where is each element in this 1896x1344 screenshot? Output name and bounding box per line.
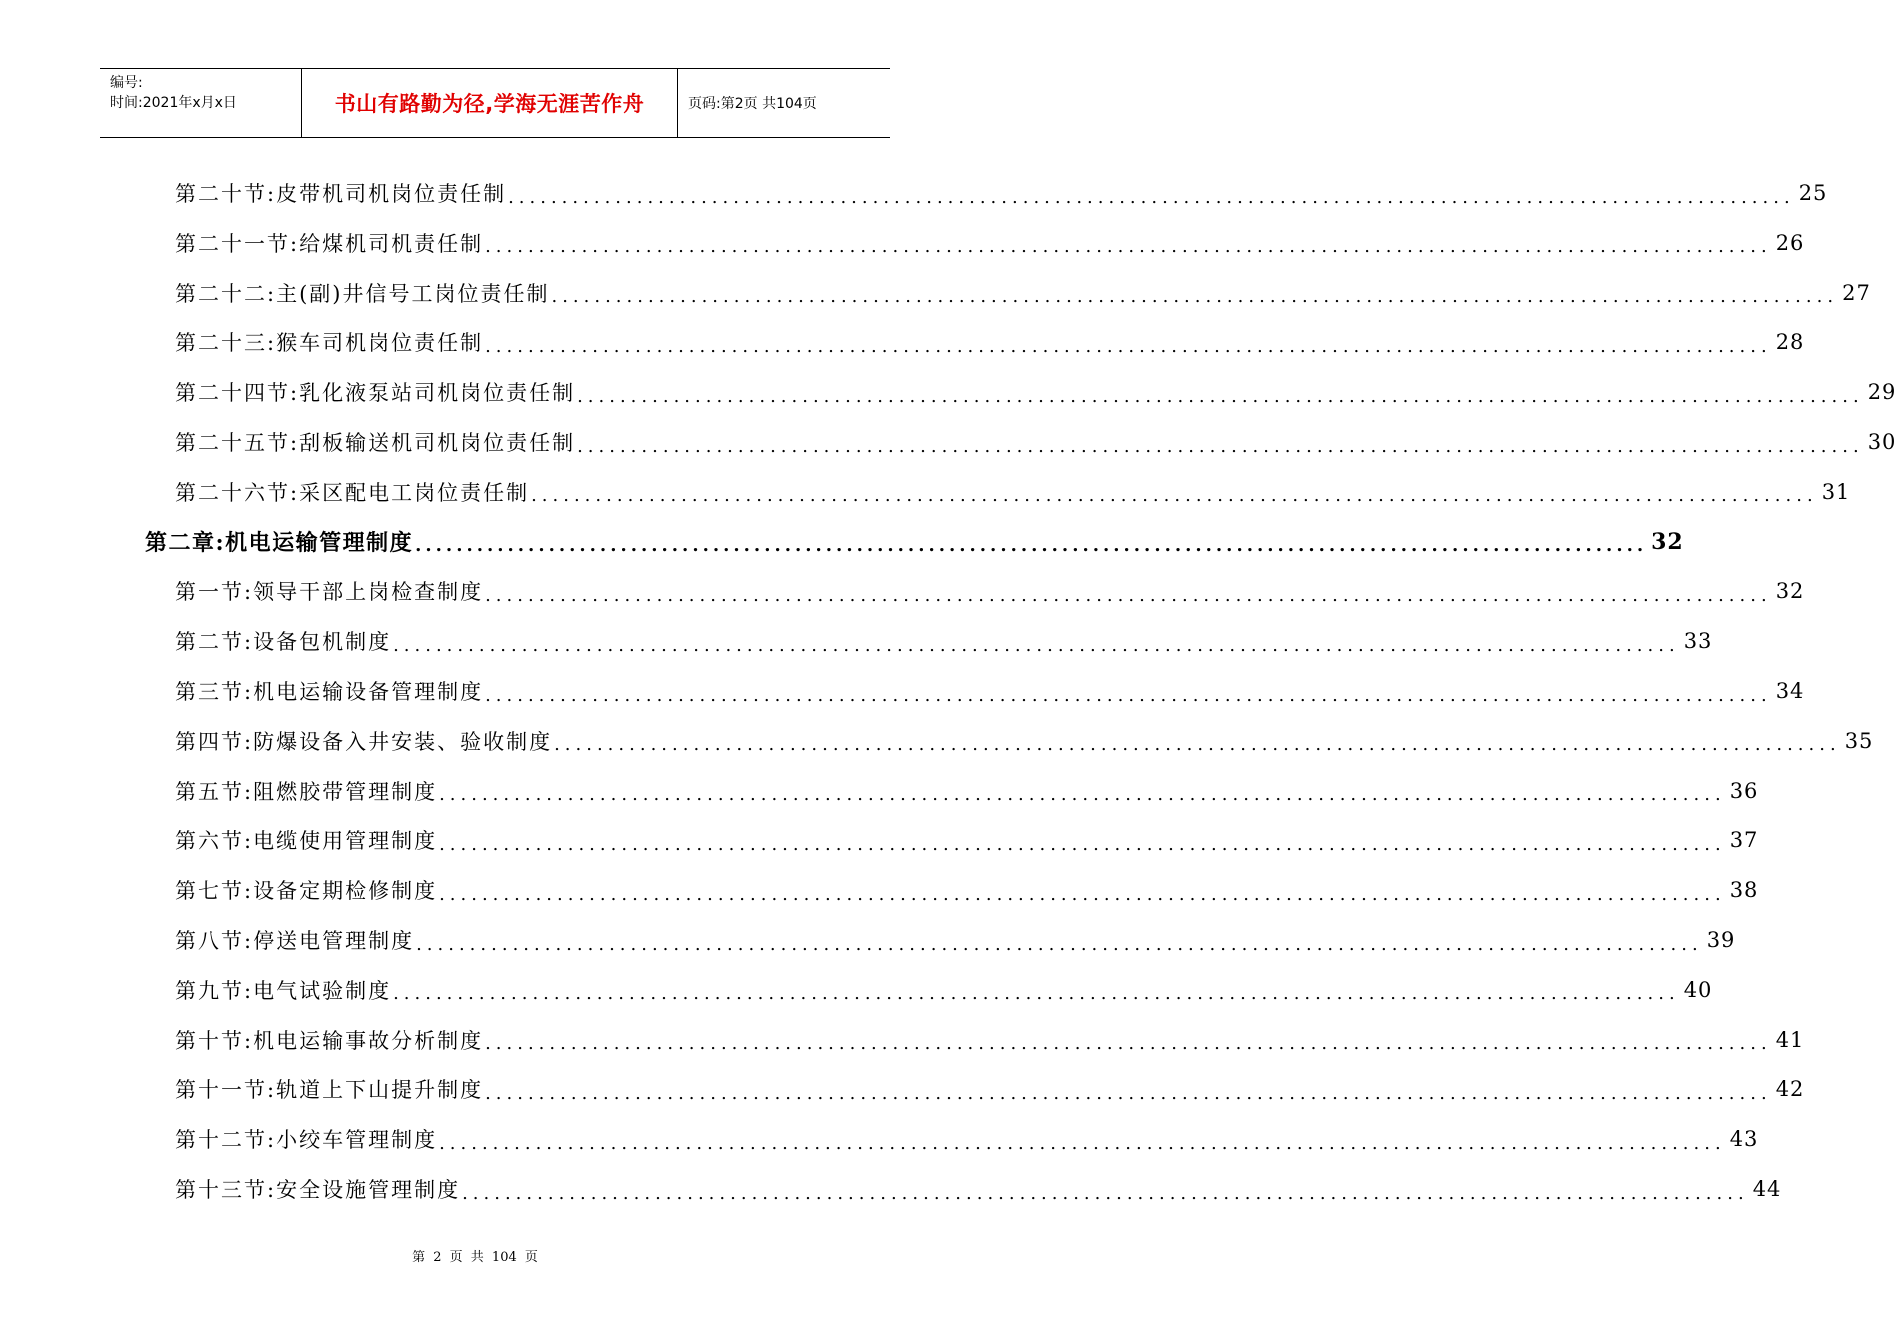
toc-section-entry[interactable] [175, 168, 1828, 218]
toc-entry-page-number: 44 [1752, 1177, 1782, 1201]
page-footer: 第 2 页 共 104 页 [412, 1250, 538, 1265]
header-motto: 书山有路勤为径,学海无涯苦作舟 [302, 69, 678, 137]
toc-dot-leader: ........................................................................................................................ [439, 784, 1726, 806]
toc-entry-title: 第七节:设备定期检修制度 [175, 879, 438, 904]
toc-entry-page-number: 27 [1842, 280, 1871, 305]
toc-dot-leader: ........................................................................................................................ [393, 983, 1680, 1005]
toc-section-entry[interactable] [175, 716, 1874, 766]
toc-section-entry[interactable] [175, 218, 1805, 268]
toc-section-entry[interactable] [175, 1015, 1805, 1065]
toc-section-entry[interactable] [175, 317, 1805, 367]
toc-dot-leader: ........................................................................................................................ [415, 535, 1648, 557]
toc-section-entry[interactable] [175, 467, 1851, 517]
toc-entry-page-number: 36 [1729, 778, 1759, 803]
toc-section-entry[interactable] [175, 766, 1759, 816]
toc-dot-leader: ........................................................................................................................ [551, 286, 1839, 308]
toc-dot-leader: ........................................................................................................................ [577, 435, 1864, 457]
toc-entry-title: 第八节:停送电管理制度 [175, 929, 415, 953]
toc-dot-leader: ........................................................................................................................ [485, 684, 1772, 706]
toc-section-entry[interactable] [175, 815, 1759, 865]
toc-entry-title: 第九节:电气试验制度 [175, 978, 392, 1003]
toc-section-entry[interactable] [175, 367, 1896, 417]
toc-entry-title: 第二十节:皮带机司机岗位责任制 [175, 182, 507, 206]
toc-entry-page-number: 28 [1775, 330, 1805, 355]
toc-section-entry[interactable] [175, 1114, 1759, 1164]
toc-entry-page-number: 34 [1775, 679, 1805, 703]
toc-section-entry[interactable] [175, 865, 1759, 915]
toc-entry-title: 第十二节:小绞车管理制度 [175, 1128, 438, 1153]
toc-entry-page-number: 38 [1729, 878, 1759, 903]
toc-section-entry[interactable] [175, 417, 1896, 467]
toc-entry-title: 第二十六节:采区配电工岗位责任制 [175, 480, 530, 505]
toc-entry-title: 第三节:机电运输设备管理制度 [175, 680, 484, 704]
toc-entry-page-number: 26 [1775, 230, 1805, 255]
toc-dot-leader: ........................................................................................................................ [485, 236, 1772, 258]
page-header [100, 68, 890, 138]
toc-entry-page-number: 31 [1821, 479, 1851, 504]
toc-chapter-entry[interactable] [145, 517, 1684, 567]
toc-dot-leader: ........................................................................................................................ [485, 1082, 1772, 1104]
toc-entry-page-number: 40 [1683, 977, 1713, 1002]
toc-section-entry[interactable] [175, 566, 1805, 616]
toc-entry-title: 第二十二:主(副)井信号工岗位责任制 [175, 281, 550, 306]
toc-entry-page-number: 43 [1729, 1127, 1759, 1152]
toc-entry-title: 第十节:机电运输事故分析制度 [175, 1028, 484, 1053]
toc-entry-title: 第六节:电缆使用管理制度 [175, 829, 438, 854]
toc-dot-leader: ........................................................................................................................ [485, 584, 1772, 606]
toc-section-entry[interactable] [175, 965, 1713, 1015]
toc-entry-title: 第四节:防爆设备入井安装、验收制度 [175, 729, 553, 754]
toc-section-entry[interactable] [175, 666, 1805, 716]
toc-dot-leader: ........................................................................................................................ [439, 883, 1726, 905]
toc-dot-leader: ........................................................................................................................ [462, 1182, 1749, 1204]
toc-section-entry[interactable] [175, 1064, 1805, 1114]
toc-entry-title: 第二十五节:刮板输送机司机岗位责任制 [175, 431, 576, 455]
toc-entry-title: 第五节:阻燃胶带管理制度 [175, 779, 438, 804]
toc-dot-leader: ........................................................................................................................ [439, 1132, 1726, 1154]
toc-section-entry[interactable] [175, 268, 1871, 318]
toc-entry-page-number: 33 [1683, 629, 1713, 654]
toc-section-entry[interactable] [175, 915, 1736, 965]
toc-dot-leader: ........................................................................................................................ [554, 734, 1841, 756]
toc-section-entry[interactable] [175, 1164, 1782, 1214]
toc-entry-page-number: 37 [1729, 828, 1759, 853]
toc-entry-title: 第十一节:轨道上下山提升制度 [175, 1078, 484, 1103]
toc-dot-leader: ........................................................................................................................ [416, 933, 1703, 955]
toc-dot-leader: ........................................................................................................................ [393, 634, 1680, 656]
header-meta [100, 69, 302, 137]
toc-dot-leader: ........................................................................................................................ [485, 1033, 1772, 1055]
toc-entry-page-number: 39 [1706, 928, 1736, 952]
toc-entry-page-number: 25 [1798, 181, 1828, 205]
toc-entry-page-number: 41 [1775, 1027, 1805, 1052]
toc-entry-page-number: 32 [1775, 579, 1805, 604]
toc-entry-title: 第二十三:猴车司机岗位责任制 [175, 331, 484, 356]
toc-dot-leader: ........................................................................................................................ [577, 385, 1864, 407]
toc-entry-page-number: 42 [1775, 1077, 1805, 1102]
number-label: 编号: [110, 75, 143, 91]
toc-entry-page-number: 29 [1867, 380, 1896, 405]
toc-dot-leader: ........................................................................................................................ [439, 833, 1726, 855]
time-label: 时间:2021年x月x日 [110, 95, 237, 111]
header-page-info: 页码:第2页 共104页 [688, 96, 817, 112]
toc-entry-page-number: 30 [1867, 430, 1896, 454]
toc-entry-title: 第二十一节:给煤机司机责任制 [175, 231, 484, 256]
toc-entry-title: 第二节:设备包机制度 [175, 630, 392, 655]
toc-entry-title: 第二十四节:乳化液泵站司机岗位责任制 [175, 381, 576, 406]
toc-entry-title: 第二章:机电运输管理制度 [145, 530, 414, 557]
toc-dot-leader: ........................................................................................................................ [508, 186, 1795, 208]
toc-entry-page-number: 32 [1651, 528, 1684, 555]
toc-entry-title: 第十三节:安全设施管理制度 [175, 1178, 461, 1202]
toc-dot-leader: ........................................................................................................................ [531, 485, 1818, 507]
toc-entry-page-number: 35 [1844, 728, 1874, 753]
toc-dot-leader: ........................................................................................................................ [485, 335, 1772, 357]
toc-entry-title: 第一节:领导干部上岗检查制度 [175, 580, 484, 605]
toc-section-entry[interactable] [175, 616, 1713, 666]
